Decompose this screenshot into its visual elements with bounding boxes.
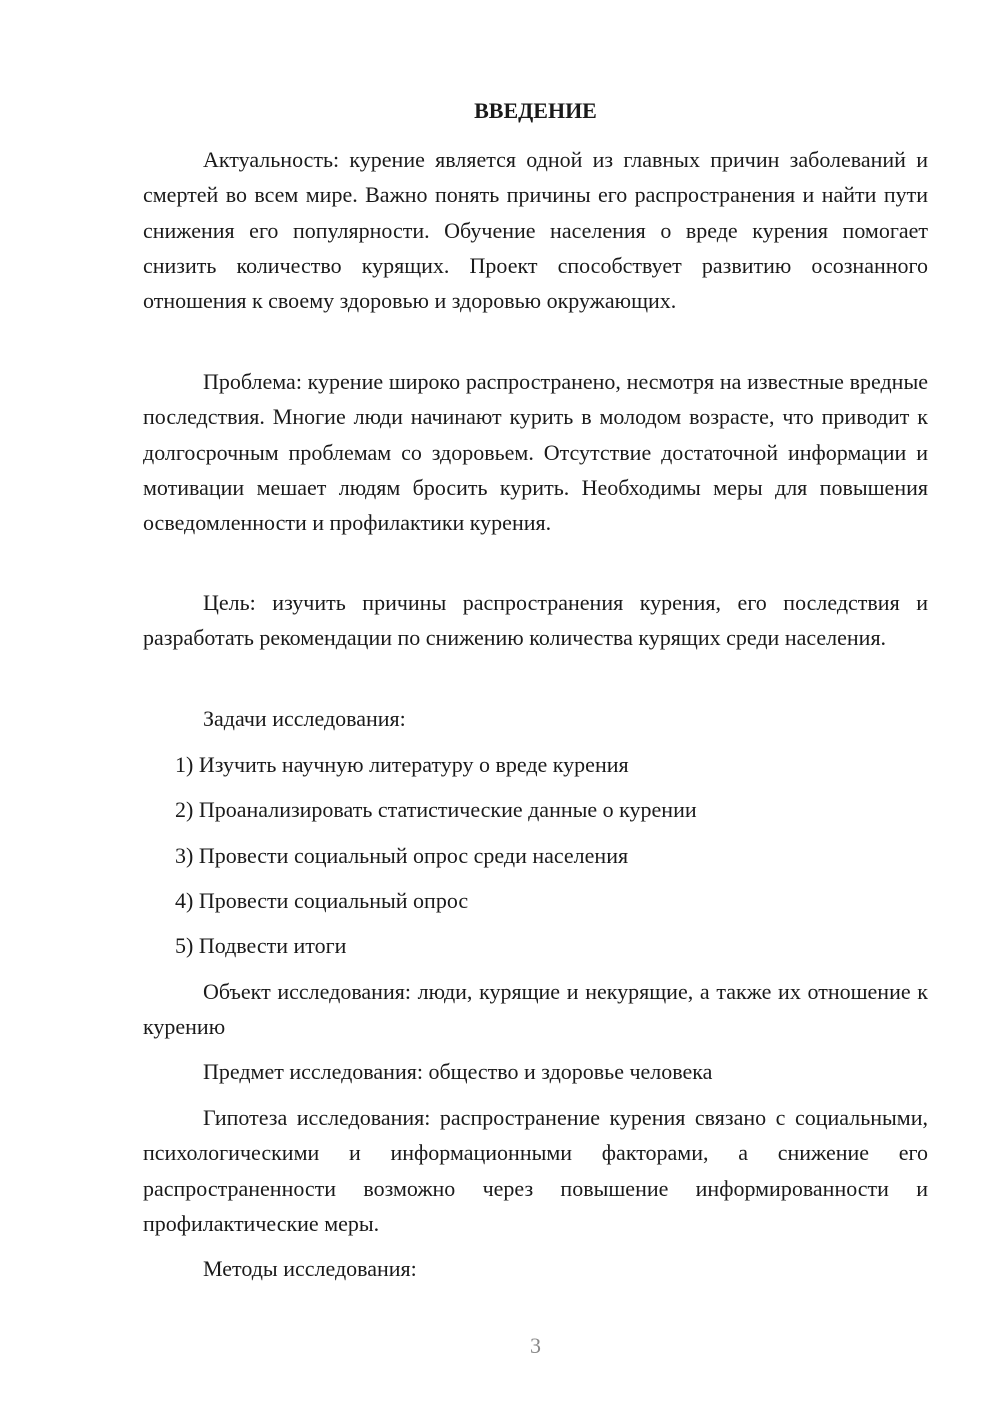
methods-heading: Методы исследования: [203, 1256, 417, 1281]
task-item: 4) Провести социальный опрос [175, 888, 469, 913]
hypothesis-paragraph: Гипотеза исследования: распространение курения связано с социальными, психологическими и информационными факторами, а снижение его распространенности возможно через повышение информированности и профилактические меры. [143, 1105, 928, 1236]
page-number: 3 [530, 1333, 541, 1358]
task-item: 1) Изучить научную литературу о вреде курения [175, 752, 629, 777]
relevance-paragraph: Актуальность: курение является одной из главных причин заболеваний и смертей во всем мире. Важно понять причины его распространения и найти пути снижения его популярности. Обучение населения о вреде курения помогает снизить количество курящих. Проект способствует развитию осознанного отношения к своему здоровью и здоровью окружающих. [143, 147, 928, 314]
tasks-heading: Задачи исследования: [203, 706, 406, 731]
goal-paragraph: Цель: изучить причины распространения курения, его последствия и разработать рекомендации по снижению количества курящих среди населения. [143, 590, 928, 651]
object-paragraph: Объект исследования: люди, курящие и некурящие, а также их отношение к курению [143, 979, 928, 1040]
task-item: 3) Провести социальный опрос среди населения [175, 843, 629, 868]
subject-paragraph: Предмет исследования: общество и здоровье человека [203, 1059, 713, 1084]
page-title: ВВЕДЕНИЕ [474, 98, 597, 123]
task-item: 2) Проанализировать статистические данные о курении [175, 797, 697, 822]
task-item: 5) Подвести итоги [175, 933, 347, 958]
problem-paragraph: Проблема: курение широко распространено, несмотря на известные вредные последствия. Многие люди начинают курить в молодом возрасте, что приводит к долгосрочным проблемам со здоровьем. Отсутствие достаточной информации и мотивации мешает людям бросить курить. Необходимы меры для повышения осведомленности и профилактики курения. [143, 369, 928, 536]
